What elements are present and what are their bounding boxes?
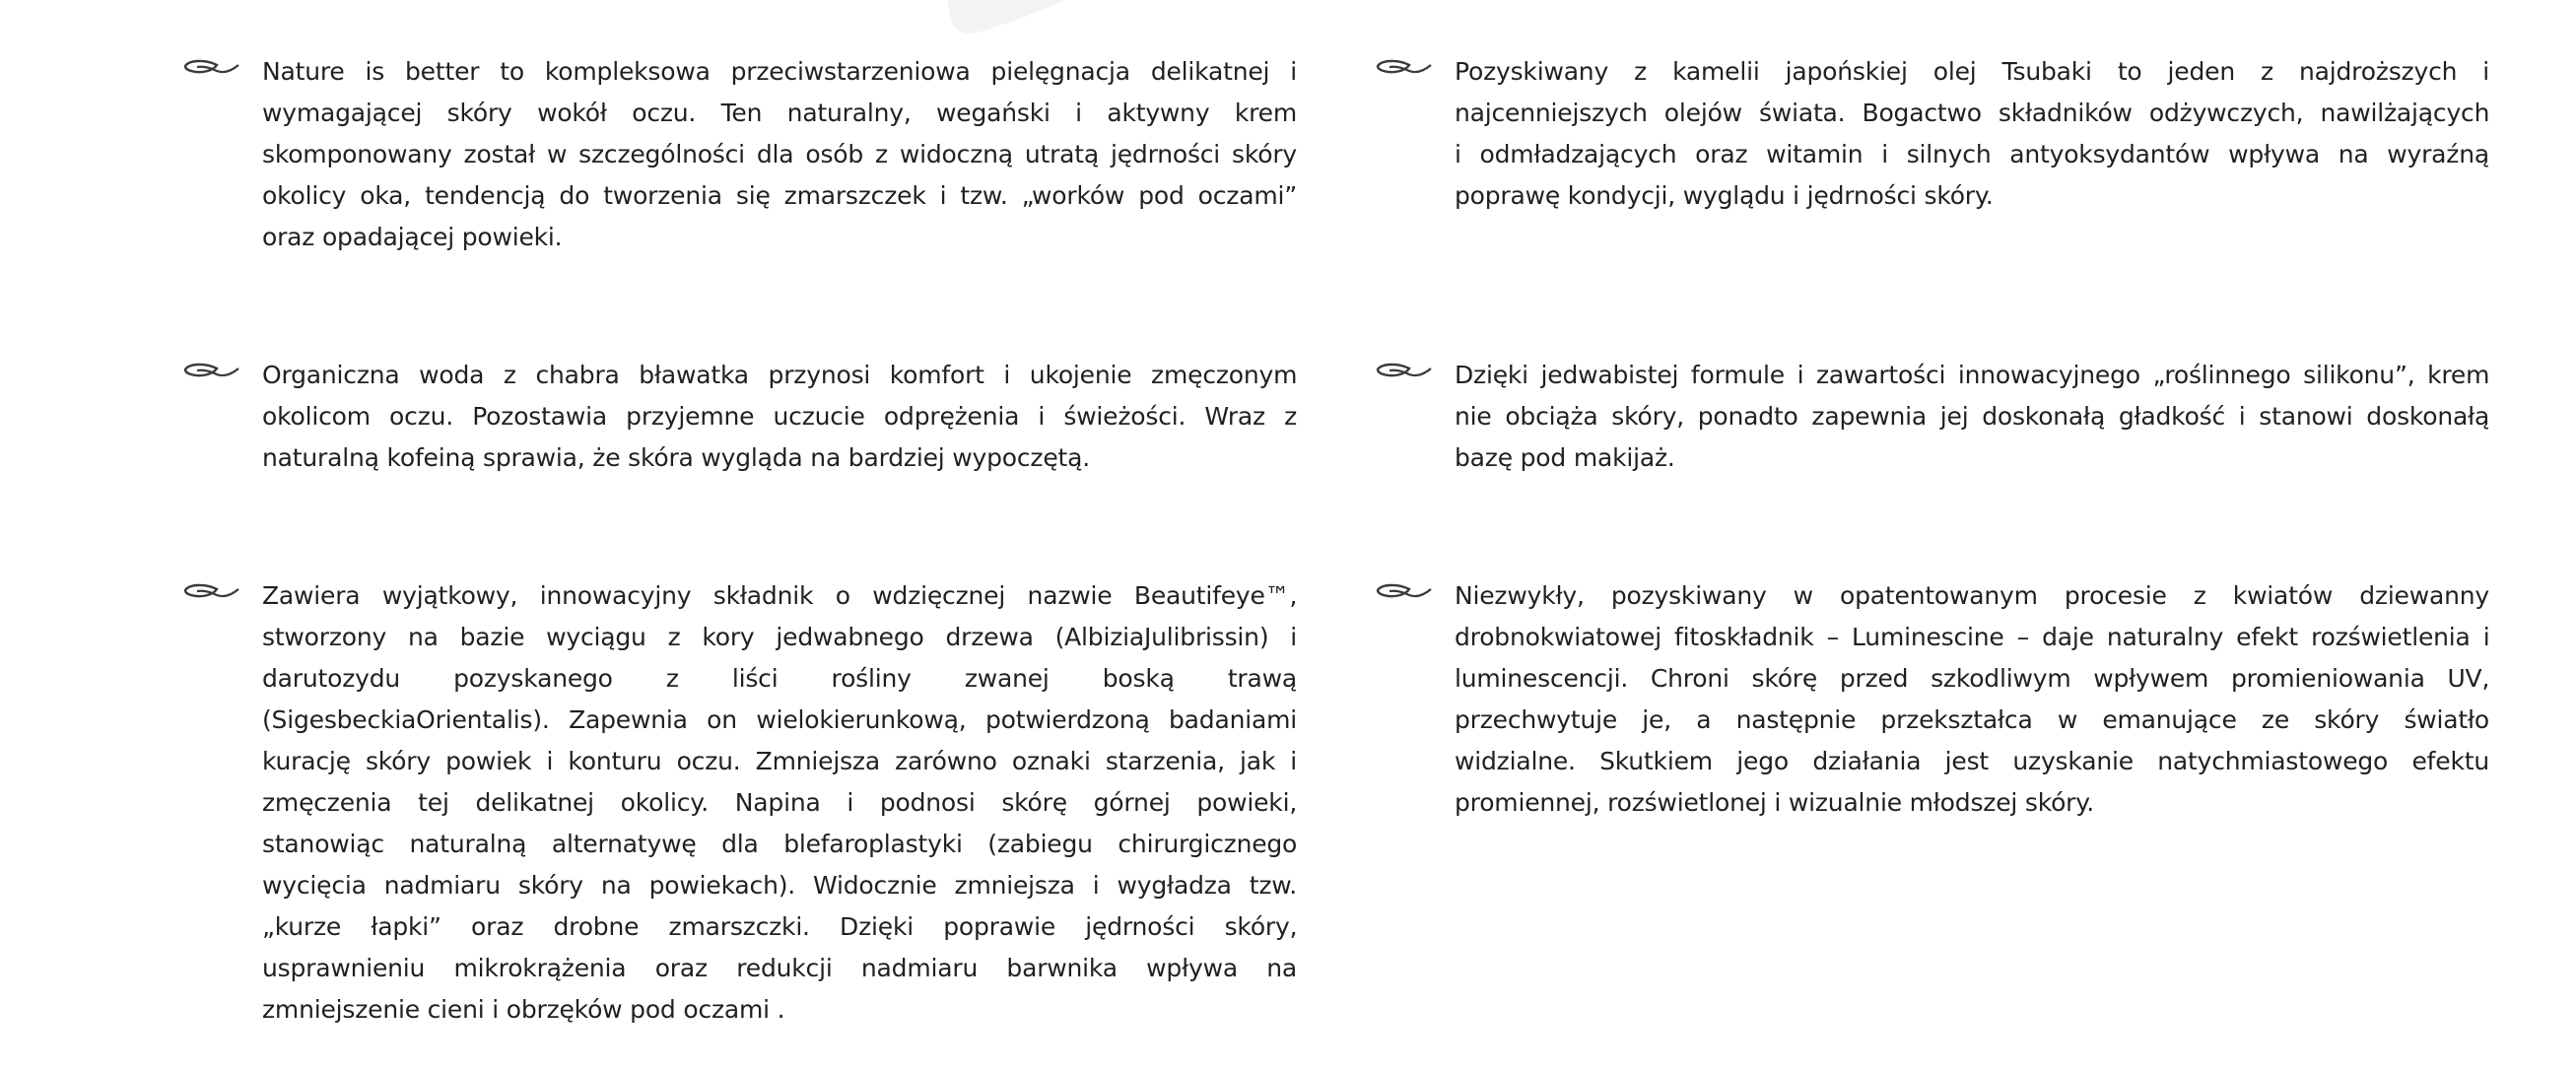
leaf-icon [183,361,240,382]
text-line: „kurze łapki” oraz drobne zmarszczki. Dzięki poprawie jędrności skóry, [262,912,1297,941]
text-line: zmniejszenie cieni i obrzęków pod oczami . [262,995,785,1024]
text-line: drobnokwiatowej fitoskładnik – Luminescine – daje naturalny efekt rozświetlenia i [1455,623,2489,651]
text-line: Organiczna woda z chabra bławatka przynosi komfort i ukojenie zmęczonym [262,361,1297,389]
text-line: promiennej, rozświetlonej i wizualnie młodszej skóry. [1455,788,2095,817]
text-line: darutozydu pozyskanego z liści rośliny zwanej boską trawą [262,664,1297,693]
text-line: usprawnieniu mikrokrążenia oraz redukcji nadmiaru barwnika wpływa na [262,954,1297,982]
text-line: i odmładzających oraz witamin i silnych antyoksydantów wpływa na wyraźną [1455,140,2489,168]
text-line: przechwytuje je, a następnie przekształca w emanujące ze skóry światło [1455,705,2489,734]
feature-text [1455,575,2489,824]
text-line: nie obciąża skóry, ponadto zapewnia jej doskonałą gładkość i stanowi doskonałą [1455,402,2489,431]
text-line: naturalną kofeiną sprawia, że skóra wygląda na bardziej wypoczętą. [262,443,1090,472]
feature-text [1455,51,2489,217]
text-line: luminescencji. Chroni skórę przed szkodliwym wpływem promieniowania UV, [1455,664,2489,693]
text-line: Pozyskiwany z kamelii japońskiej olej Tsubaki to jeden z najdroższych i [1455,57,2489,86]
text-line: okolicy oka, tendencją do tworzenia się zmarszczek i tzw. „worków pod oczami” [262,181,1297,210]
text-line: stanowiąc naturalną alternatywę dla blefaroplastyki (zabiegu chirurgicznego [262,830,1297,858]
feature-text [262,575,1297,1031]
leaf-icon [1376,57,1433,79]
text-line: oraz opadającej powieki. [262,223,563,251]
text-line: Dzięki jedwabistej formule i zawartości innowacyjnego „roślinnego silikonu”, krem [1455,361,2489,389]
text-line: (SigesbeckiaOrientalis). Zapewnia on wielokierunkową, potwierdzoną badaniami [262,705,1297,734]
text-line: skomponowany został w szczególności dla osób z widoczną utratą jędrności skóry [262,140,1297,168]
text-line: bazę pod makijaż. [1455,443,1675,472]
feature-text [262,355,1297,479]
leaf-icon [183,57,240,79]
leaf-icon [1376,361,1433,382]
text-line: kurację skóry powiek i konturu oczu. Zmniejsza zarówno oznaki starzenia, jak i [262,747,1297,775]
text-line: poprawę kondycji, wyglądu i jędrności skóry. [1455,181,1994,210]
text-line: okolicom oczu. Pozostawia przyjemne uczucie odprężenia i świeżości. Wraz z [262,402,1297,431]
text-line: Niezwykły, pozyskiwany w opatentowanym procesie z kwiatów dziewanny [1455,581,2489,610]
text-line: stworzony na bazie wyciągu z kory jedwabnego drzewa (AlbiziaJulibrissin) i [262,623,1297,651]
feature-text [1455,355,2489,479]
text-line: widzialne. Skutkiem jego działania jest uzyskanie natychmiastowego efektu [1455,747,2489,775]
text-line: najcenniejszych olejów świata. Bogactwo składników odżywczych, nawilżających [1455,99,2489,127]
leaf-icon [183,581,240,603]
text-line: zmęczenia tej delikatnej okolicy. Napina i podnosi skórę górnej powieki, [262,788,1297,817]
text-line: Zawiera wyjątkowy, innowacyjny składnik o wdzięcznej nazwie Beautifeye™, [262,581,1297,610]
leaf-icon [1376,581,1433,603]
feature-text [262,51,1297,258]
leaf-watermark-icon [941,0,1079,39]
text-line: Nature is better to kompleksowa przeciwstarzeniowa pielęgnacja delikatnej i [262,57,1297,86]
text-line: wymagającej skóry wokół oczu. Ten naturalny, wegański i aktywny krem [262,99,1297,127]
text-line: wycięcia nadmiaru skóry na powiekach). Widocznie zmniejsza i wygładza tzw. [262,871,1297,900]
